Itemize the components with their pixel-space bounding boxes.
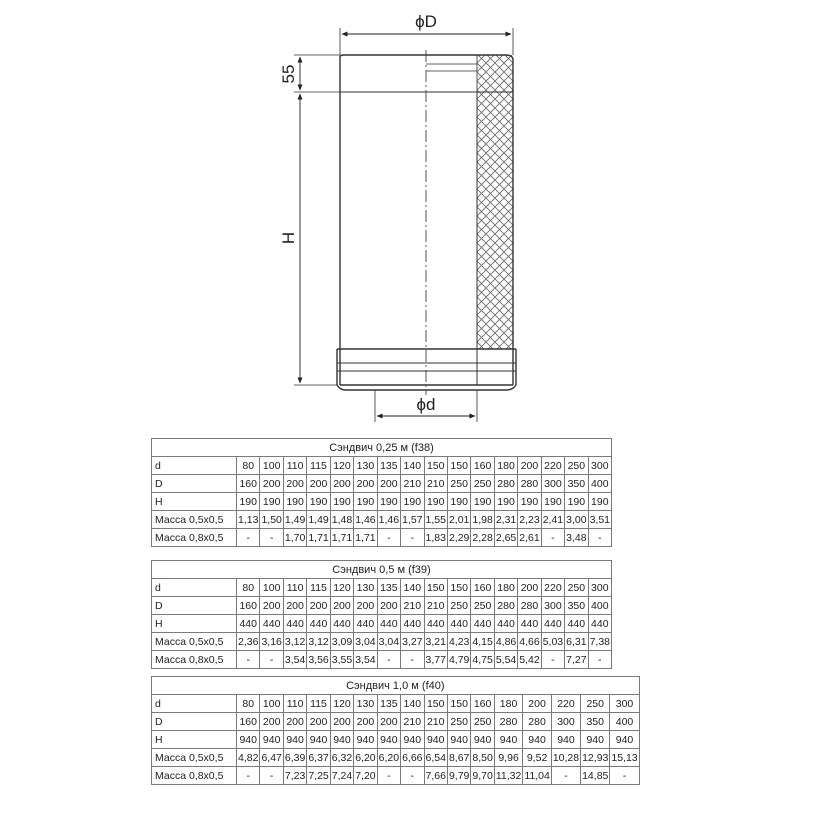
table-cell: 250 [581, 695, 610, 713]
table-cell: 220 [541, 579, 564, 597]
table-cell: 150 [447, 457, 470, 475]
table-cell: 220 [541, 457, 564, 475]
table-cell: 115 [307, 457, 330, 475]
table-cell: 200 [260, 475, 283, 493]
table-cell: 250 [447, 597, 470, 615]
table-cell: 7,25 [307, 767, 330, 785]
table-cell: 7,24 [330, 767, 353, 785]
table-cell: 7,20 [354, 767, 377, 785]
table-cell: - [260, 651, 283, 669]
table-cell: 15,13 [610, 749, 639, 767]
table-row [152, 529, 612, 547]
table-cell: - [260, 529, 283, 547]
table-cell: 3,51 [588, 511, 611, 529]
table-cell: 250 [447, 713, 470, 731]
table-cell: 180 [494, 579, 517, 597]
table-cell: 200 [354, 713, 377, 731]
table-cell: 7,66 [424, 767, 447, 785]
table-cell: 135 [377, 579, 400, 597]
table-cell: 200 [354, 597, 377, 615]
table-cell: 3,54 [283, 651, 306, 669]
table-cell: 250 [565, 457, 588, 475]
table-cell: 940 [551, 731, 580, 749]
table-cell: 4,79 [447, 651, 470, 669]
spec-table-05 [151, 560, 612, 669]
table-cell: 200 [307, 475, 330, 493]
table-cell: 110 [283, 695, 306, 713]
table-cell: 6,31 [565, 633, 588, 651]
table-cell: 350 [565, 597, 588, 615]
table-cell: 7,38 [588, 633, 611, 651]
table-cell: - [588, 529, 611, 547]
table-cell: 190 [541, 493, 564, 511]
table-cell: 150 [447, 695, 470, 713]
table-cell: 190 [377, 493, 400, 511]
table-cell: 3,00 [565, 511, 588, 529]
table-cell: 940 [237, 731, 260, 749]
table-cell: 210 [424, 475, 447, 493]
table-cell: 1,71 [330, 529, 353, 547]
table-cell: 280 [523, 713, 552, 731]
table-cell: 1,49 [307, 511, 330, 529]
table-cell: 3,77 [424, 651, 447, 669]
row-label: Масса 0,5х0,5 [152, 511, 237, 529]
table-cell: 1,71 [307, 529, 330, 547]
table-cell: 250 [471, 475, 494, 493]
table-cell: 210 [401, 713, 424, 731]
table-cell: 8,50 [471, 749, 494, 767]
table-cell: - [541, 651, 564, 669]
table-cell: 200 [330, 597, 353, 615]
table-cell: - [588, 651, 611, 669]
table-row [152, 713, 640, 731]
table-cell: - [377, 651, 400, 669]
table-cell: 9,52 [523, 749, 552, 767]
table-cell: 190 [565, 493, 588, 511]
table-cell: 115 [307, 695, 330, 713]
table-cell: - [237, 767, 260, 785]
table-cell: 4,66 [518, 633, 541, 651]
table-cell: 2,36 [237, 633, 260, 651]
row-label: H [152, 731, 237, 749]
dim-inner-diameter-label: ϕd [416, 395, 436, 414]
table-cell: 1,71 [354, 529, 377, 547]
table-cell: 250 [471, 713, 494, 731]
row-label: Масса 0,8х0,5 [152, 529, 237, 547]
table-cell: 190 [307, 493, 330, 511]
table-cell: 280 [494, 597, 517, 615]
table-cell: 11,04 [523, 767, 552, 785]
table-cell: - [260, 767, 283, 785]
table-cell: 5,42 [518, 651, 541, 669]
table-cell: 2,01 [447, 511, 470, 529]
table-cell: 190 [447, 493, 470, 511]
table-cell: 200 [523, 695, 552, 713]
table-cell: 7,27 [565, 651, 588, 669]
table-cell: 940 [523, 731, 552, 749]
table-cell: 110 [283, 457, 306, 475]
table-cell: 150 [424, 579, 447, 597]
table-cell: - [541, 529, 564, 547]
dim-outer-diameter-label: ϕD [415, 12, 437, 31]
table-cell: 4,86 [494, 633, 517, 651]
table-cell: 440 [354, 615, 377, 633]
table-cell: 6,32 [330, 749, 353, 767]
table-cell: 200 [377, 597, 400, 615]
table-cell: - [377, 529, 400, 547]
table-cell: 135 [377, 695, 400, 713]
table-cell: 440 [541, 615, 564, 633]
table-cell: 190 [588, 493, 611, 511]
table-cell: 440 [588, 615, 611, 633]
table-cell: 160 [471, 695, 494, 713]
table-cell: 940 [401, 731, 424, 749]
table-cell: 250 [565, 579, 588, 597]
table-cell: 160 [237, 475, 260, 493]
table-cell: 200 [307, 597, 330, 615]
table-cell: 120 [330, 579, 353, 597]
row-label: Масса 0,8х0,5 [152, 651, 237, 669]
table-cell: 200 [354, 475, 377, 493]
table-cell: 250 [471, 597, 494, 615]
table-cell: 80 [237, 695, 260, 713]
table-cell: 200 [377, 475, 400, 493]
table-cell: 200 [518, 579, 541, 597]
table-cell: 210 [401, 475, 424, 493]
table-cell: 220 [551, 695, 580, 713]
table-row [152, 749, 640, 767]
table-cell: 2,31 [494, 511, 517, 529]
table-cell: 1,13 [237, 511, 260, 529]
table-cell: 140 [401, 695, 424, 713]
table-cell: 190 [260, 493, 283, 511]
table-cell: 1,83 [424, 529, 447, 547]
table-cell: 3,55 [330, 651, 353, 669]
table-cell: 2,23 [518, 511, 541, 529]
table-cell: 100 [260, 457, 283, 475]
table-cell: 940 [494, 731, 523, 749]
table-cell: 3,12 [283, 633, 306, 651]
table-row [152, 457, 612, 475]
table-cell: 3,54 [354, 651, 377, 669]
table-cell: - [377, 767, 400, 785]
table-title: Сэндвич 0,25 м (f38) [152, 439, 612, 457]
table-cell: 150 [447, 579, 470, 597]
table-cell: 190 [354, 493, 377, 511]
table-cell: 190 [330, 493, 353, 511]
table-cell: 6,39 [283, 749, 306, 767]
table-cell: 3,48 [565, 529, 588, 547]
dim-height-label: H [279, 231, 298, 245]
row-label: D [152, 475, 237, 493]
table-cell: 180 [494, 695, 523, 713]
table-cell: 440 [260, 615, 283, 633]
table-cell: 100 [260, 695, 283, 713]
row-label: Масса 0,5х0,5 [152, 749, 237, 767]
table-cell: 190 [518, 493, 541, 511]
table-cell: 940 [610, 731, 639, 749]
table-cell: 940 [330, 731, 353, 749]
table-cell: 9,79 [447, 767, 470, 785]
table-cell: 940 [354, 731, 377, 749]
table-cell: 1,46 [354, 511, 377, 529]
table-cell: 11,32 [494, 767, 523, 785]
table-cell: 200 [283, 597, 306, 615]
table-cell: 280 [518, 597, 541, 615]
table-cell: 120 [330, 695, 353, 713]
table-cell: 440 [237, 615, 260, 633]
table-row [152, 597, 612, 615]
table-title: Сэндвич 1,0 м (f40) [152, 677, 640, 695]
table-cell: 190 [494, 493, 517, 511]
table-cell: 140 [401, 457, 424, 475]
table-cell: 400 [610, 713, 639, 731]
table-cell: 130 [354, 457, 377, 475]
row-label: d [152, 457, 237, 475]
table-cell: 210 [424, 713, 447, 731]
table-cell: 3,27 [401, 633, 424, 651]
table-cell: 2,61 [518, 529, 541, 547]
table-cell: 440 [471, 615, 494, 633]
table-cell: 14,85 [581, 767, 610, 785]
table-cell: 4,75 [471, 651, 494, 669]
table-cell: 2,29 [447, 529, 470, 547]
table-cell: 6,47 [260, 749, 283, 767]
table-cell: 150 [424, 457, 447, 475]
table-title: Сэндвич 0,5 м (f39) [152, 561, 612, 579]
table-cell: 150 [424, 695, 447, 713]
table-cell: 940 [260, 731, 283, 749]
table-cell: 210 [401, 597, 424, 615]
row-label: Масса 0,8х0,5 [152, 767, 237, 785]
table-cell: 200 [330, 475, 353, 493]
table-cell: 300 [541, 597, 564, 615]
table-cell: 440 [283, 615, 306, 633]
table-cell: 200 [307, 713, 330, 731]
table-cell: - [237, 651, 260, 669]
table-cell: 280 [518, 475, 541, 493]
table-cell: 190 [237, 493, 260, 511]
table-cell: 80 [237, 579, 260, 597]
table-cell: 190 [401, 493, 424, 511]
table-cell: 190 [424, 493, 447, 511]
table-cell: 3,09 [330, 633, 353, 651]
table-cell: 160 [237, 597, 260, 615]
table-cell: 280 [494, 475, 517, 493]
table-cell: 9,70 [471, 767, 494, 785]
spec-table-025 [151, 438, 612, 547]
table-cell: 1,57 [401, 511, 424, 529]
table-cell: 4,23 [447, 633, 470, 651]
table-cell: 440 [518, 615, 541, 633]
table-cell: 280 [494, 713, 523, 731]
table-cell: 130 [354, 695, 377, 713]
spec-table-10 [151, 676, 640, 785]
table-cell: 1,70 [283, 529, 306, 547]
table-cell: 200 [518, 457, 541, 475]
table-cell: 300 [551, 713, 580, 731]
table-cell: 440 [401, 615, 424, 633]
insulation-layer [477, 55, 513, 349]
table-cell: 200 [260, 713, 283, 731]
table-cell: 10,28 [551, 749, 580, 767]
table-cell: 200 [377, 713, 400, 731]
table-cell: 1,49 [283, 511, 306, 529]
table-cell: 1,98 [471, 511, 494, 529]
table-cell: 160 [471, 579, 494, 597]
table-row [152, 695, 640, 713]
table-cell: 300 [610, 695, 639, 713]
table-row [152, 615, 612, 633]
table-cell: 6,37 [307, 749, 330, 767]
table-cell: 135 [377, 457, 400, 475]
table-row [152, 579, 612, 597]
table-cell: 130 [354, 579, 377, 597]
row-label: d [152, 695, 237, 713]
table-cell: 440 [377, 615, 400, 633]
table-cell: - [401, 767, 424, 785]
table-cell: 1,48 [330, 511, 353, 529]
table-row [152, 651, 612, 669]
table-cell: 2,28 [471, 529, 494, 547]
table-cell: - [237, 529, 260, 547]
table-cell: 9,96 [494, 749, 523, 767]
table-cell: 115 [307, 579, 330, 597]
table-row [152, 767, 640, 785]
table-cell: 6,66 [401, 749, 424, 767]
table-cell: 1,46 [377, 511, 400, 529]
table-cell: 440 [447, 615, 470, 633]
table-cell: 440 [307, 615, 330, 633]
table-cell: 3,16 [260, 633, 283, 651]
row-label: D [152, 597, 237, 615]
table-row [152, 633, 612, 651]
table-cell: - [610, 767, 639, 785]
table-cell: 6,20 [377, 749, 400, 767]
row-label: d [152, 579, 237, 597]
table-cell: 120 [330, 457, 353, 475]
table-cell: 440 [494, 615, 517, 633]
table-cell: 250 [447, 475, 470, 493]
table-cell: 12,93 [581, 749, 610, 767]
table-cell: 440 [424, 615, 447, 633]
table-cell: 1,55 [424, 511, 447, 529]
table-cell: 200 [260, 597, 283, 615]
row-label: H [152, 493, 237, 511]
table-cell: 110 [283, 579, 306, 597]
table-cell: 440 [330, 615, 353, 633]
table-cell: 210 [424, 597, 447, 615]
table-cell: - [401, 529, 424, 547]
table-cell: 940 [581, 731, 610, 749]
table-cell: 400 [588, 475, 611, 493]
table-cell: 400 [588, 597, 611, 615]
table-cell: - [551, 767, 580, 785]
table-cell: 5,03 [541, 633, 564, 651]
table-cell: 3,04 [354, 633, 377, 651]
table-cell: 3,04 [377, 633, 400, 651]
table-cell: - [401, 651, 424, 669]
table-cell: 350 [565, 475, 588, 493]
table-cell: 300 [588, 457, 611, 475]
table-cell: 4,15 [471, 633, 494, 651]
table-cell: 5,54 [494, 651, 517, 669]
table-cell: 300 [588, 579, 611, 597]
row-label: D [152, 713, 237, 731]
table-cell: 80 [237, 457, 260, 475]
table-row [152, 511, 612, 529]
row-label: H [152, 615, 237, 633]
table-cell: 140 [401, 579, 424, 597]
table-cell: 190 [283, 493, 306, 511]
table-cell: 300 [541, 475, 564, 493]
table-cell: 940 [307, 731, 330, 749]
row-label: Масса 0,5х0,5 [152, 633, 237, 651]
table-cell: 3,21 [424, 633, 447, 651]
table-cell: 3,12 [307, 633, 330, 651]
table-cell: 190 [471, 493, 494, 511]
table-cell: 440 [565, 615, 588, 633]
table-cell: 7,23 [283, 767, 306, 785]
table-row [152, 493, 612, 511]
table-cell: 4,82 [237, 749, 260, 767]
table-cell: 200 [330, 713, 353, 731]
table-row [152, 475, 612, 493]
table-cell: 6,54 [424, 749, 447, 767]
table-cell: 940 [447, 731, 470, 749]
table-cell: 160 [237, 713, 260, 731]
dim-socket-label: 55 [279, 64, 298, 84]
table-cell: 200 [283, 475, 306, 493]
table-cell: 8,67 [447, 749, 470, 767]
table-cell: 940 [377, 731, 400, 749]
table-row [152, 731, 640, 749]
table-cell: 3,56 [307, 651, 330, 669]
table-cell: 350 [581, 713, 610, 731]
table-cell: 2,41 [541, 511, 564, 529]
table-cell: 2,65 [494, 529, 517, 547]
table-cell: 940 [424, 731, 447, 749]
table-cell: 100 [260, 579, 283, 597]
table-cell: 940 [471, 731, 494, 749]
table-cell: 940 [283, 731, 306, 749]
table-cell: 160 [471, 457, 494, 475]
table-cell: 200 [283, 713, 306, 731]
table-cell: 180 [494, 457, 517, 475]
table-cell: 1,50 [260, 511, 283, 529]
table-cell: 6,20 [354, 749, 377, 767]
